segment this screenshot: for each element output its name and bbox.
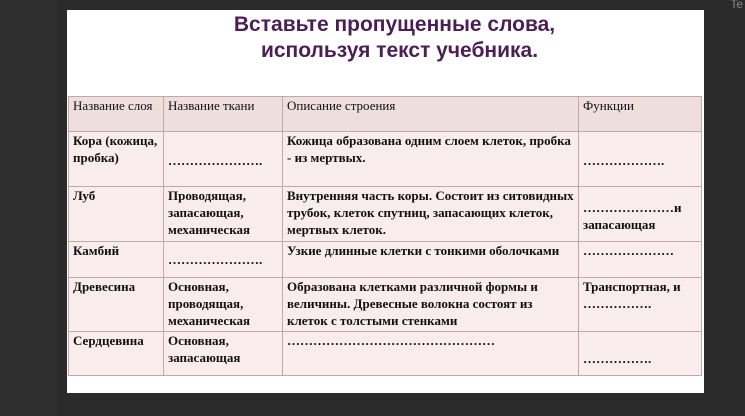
cell-tissue: Основная, запасающая	[164, 332, 283, 376]
cell-function	[579, 332, 702, 376]
slide	[67, 10, 704, 393]
blank-tissue: ………………….	[168, 153, 263, 168]
left-panel	[0, 0, 57, 416]
blank-tissue: ………………….	[168, 252, 263, 267]
cell-tissue	[164, 242, 283, 278]
title-line-2: используя текст учебника.	[260, 39, 539, 62]
cell-tissue: Проводящая, запасающая, механическая	[164, 187, 283, 242]
cell-structure: …………………………………………	[283, 332, 579, 376]
corner-label: Te	[730, 0, 743, 11]
table-row	[69, 242, 702, 278]
header-tissue-name: Название ткани	[164, 97, 283, 132]
table-row	[69, 332, 702, 376]
cell-structure: Узкие длинные клетки с тонкими оболочками	[283, 242, 579, 278]
cell-function	[579, 132, 702, 187]
cell-layer: Кора (кожица, пробка)	[69, 132, 164, 187]
slide-title	[67, 10, 704, 64]
cell-function: …………………	[579, 242, 702, 278]
header-layer-name: Название слоя	[69, 97, 164, 132]
cell-layer: Луб	[69, 187, 164, 242]
header-structure: Описание строения	[283, 97, 579, 132]
cell-layer: Сердцевина	[69, 332, 164, 376]
table-header-row	[69, 97, 702, 132]
table-row	[69, 187, 702, 242]
cell-tissue	[164, 132, 283, 187]
tissue-table	[68, 96, 702, 376]
cell-structure: Кожица образована одним слоем клеток, пробка - из мертвых.	[283, 132, 579, 187]
blank-function: ……………….	[583, 153, 665, 168]
cell-structure: Образована клетками различной формы и величины. Древесные волокна состоят из клеток с толстыми стенками	[283, 278, 579, 332]
header-functions: Функции	[579, 97, 702, 132]
cell-function: Транспортная, и …………….	[579, 278, 702, 332]
right-panel	[705, 0, 745, 416]
title-line-1: Вставьте пропущенные слова,	[233, 13, 556, 36]
cell-layer: Камбий	[69, 242, 164, 278]
cell-layer: Древесина	[69, 278, 164, 332]
blank-function: …………….	[583, 351, 652, 366]
blank-function: …………………и запасающая	[583, 200, 682, 232]
cell-tissue: Основная, проводящая, механическая	[164, 278, 283, 332]
table-row	[69, 278, 702, 332]
cell-structure: Внутренняя часть коры. Состоит из ситовидных трубок, клеток спутниц, запасающих клеток, мертвых клеток.	[283, 187, 579, 242]
cell-function	[579, 187, 702, 242]
table-row	[69, 132, 702, 187]
